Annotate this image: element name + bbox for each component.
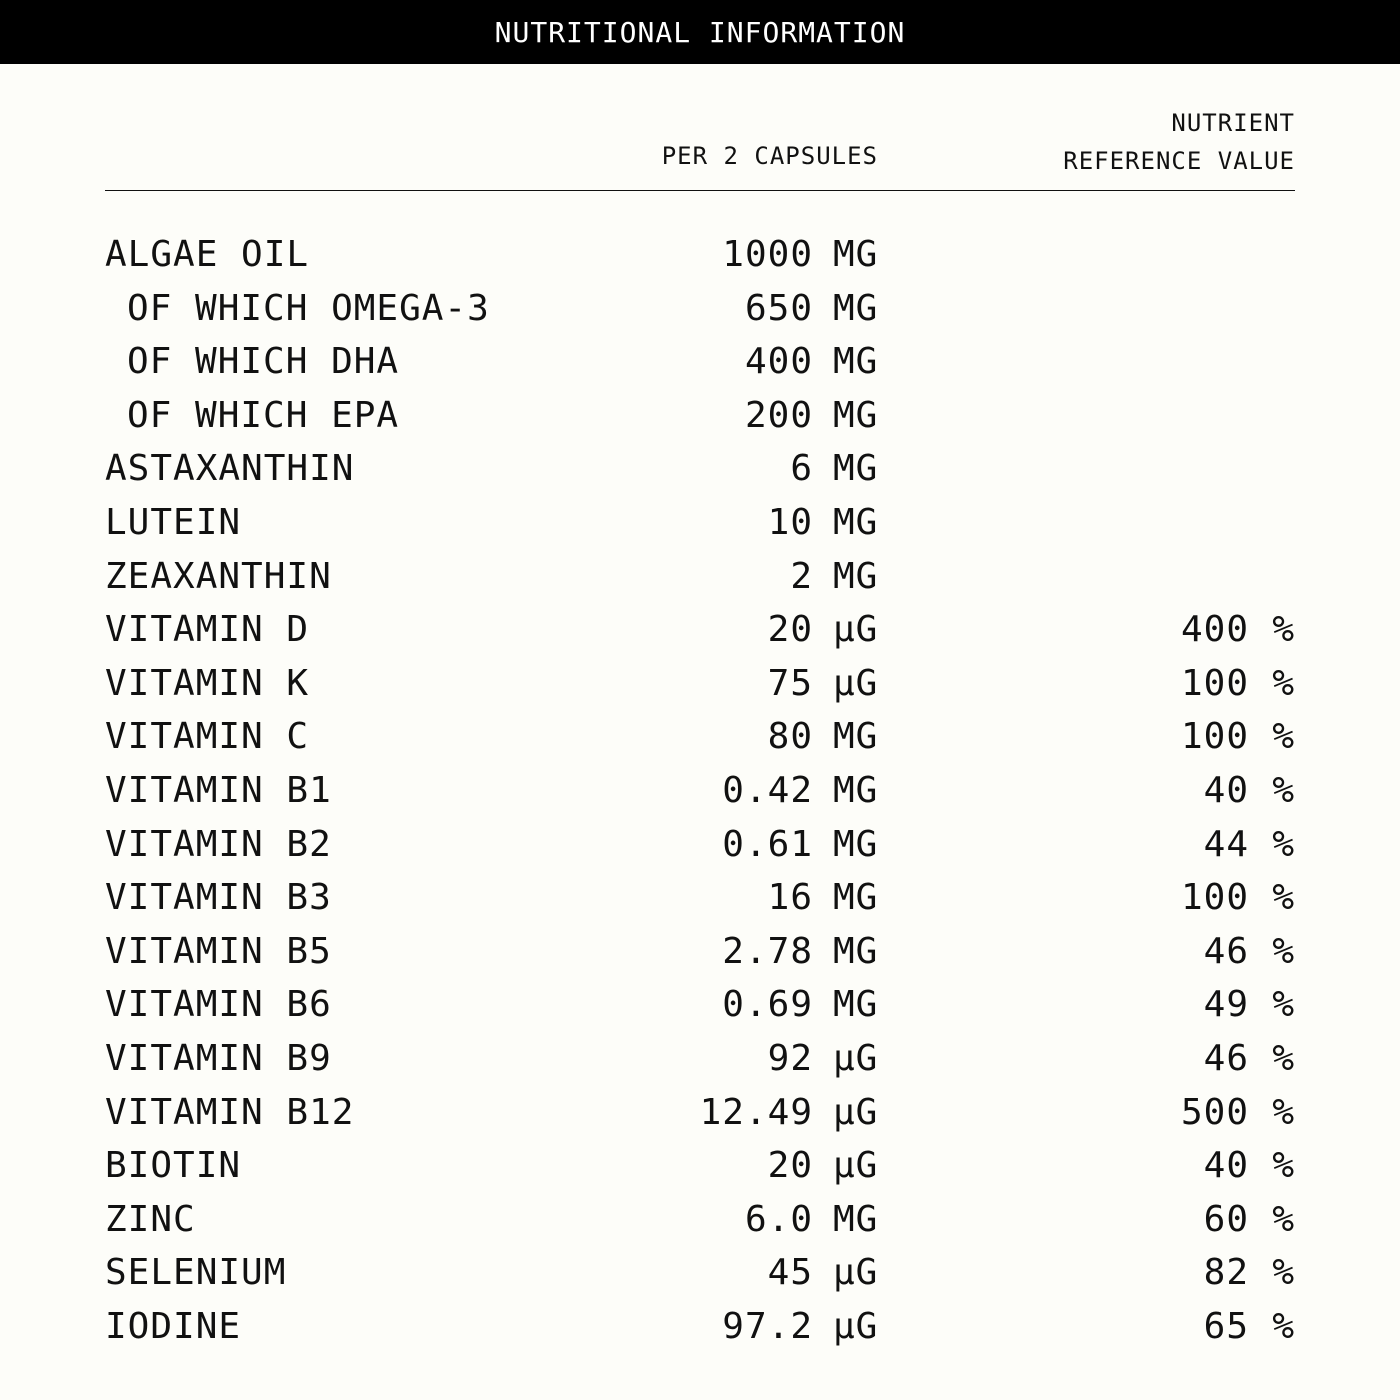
nutrient-unit: MG [833, 823, 879, 865]
nutrient-name: VITAMIN B12 [105, 1091, 355, 1133]
nutrient-amount: 200 [744, 394, 813, 436]
nutrient-name: VITAMIN B2 [105, 823, 332, 865]
table-row [105, 498, 1295, 552]
nutrient-name: OF WHICH OMEGA-3 [127, 287, 490, 329]
nutrient-name: IODINE [105, 1305, 242, 1347]
nrv-percent-sign: % [1272, 984, 1295, 1026]
nutrient-unit: MG [833, 1198, 879, 1240]
table-row [105, 1141, 1295, 1195]
table-row [105, 1195, 1295, 1249]
table-row [105, 337, 1295, 391]
table-row [105, 230, 1295, 284]
nutrient-name: ZEAXANTHIN [105, 555, 332, 597]
nutrient-unit: MG [833, 341, 879, 383]
table-row [105, 391, 1295, 445]
table-row [105, 1302, 1295, 1356]
nutrient-amount: 6.0 [744, 1198, 813, 1240]
nutrient-amount: 12.49 [699, 1091, 813, 1133]
nrv-percent-sign: % [1272, 769, 1295, 811]
nrv-value: 65 [1203, 1305, 1249, 1347]
nutrient-unit: µG [833, 1252, 879, 1294]
nrv-value: 500 [1180, 1091, 1249, 1133]
per-serving-header: PER 2 CAPSULES [661, 142, 878, 170]
nutrient-name: VITAMIN K [105, 662, 310, 704]
nutrient-name: ALGAE OIL [105, 234, 310, 275]
nutrient-unit: MG [833, 877, 879, 919]
nutrient-name: SELENIUM [105, 1252, 287, 1294]
nutrient-name: ZINC [105, 1198, 196, 1240]
nutrient-amount: 2 [790, 555, 813, 597]
page-title: NUTRITIONAL INFORMATION [494, 15, 906, 49]
nutrient-amount: 2.78 [722, 930, 813, 972]
nrv-value: 46 [1203, 930, 1249, 972]
nutrient-name: VITAMIN C [105, 716, 310, 758]
nutrient-name: OF WHICH DHA [127, 341, 400, 383]
nutrient-amount: 16 [767, 877, 813, 919]
nrv-percent-sign: % [1272, 609, 1295, 651]
table-row [105, 444, 1295, 498]
nrv-header-line1: NUTRIENT [1171, 109, 1295, 137]
nrv-value: 100 [1180, 716, 1249, 758]
table-row [105, 552, 1295, 606]
nutrient-amount: 400 [744, 341, 813, 383]
table-row [105, 1088, 1295, 1142]
table-row [105, 1248, 1295, 1302]
table-row [105, 766, 1295, 820]
table-row [105, 712, 1295, 766]
nutrient-amount: 20 [767, 609, 813, 651]
nrv-percent-sign: % [1272, 716, 1295, 758]
nutrient-unit: MG [833, 287, 879, 329]
nutrient-amount: 1000 [722, 234, 813, 275]
nutrient-unit: µG [833, 1091, 879, 1133]
nutrient-unit: MG [833, 394, 879, 436]
nrv-percent-sign: % [1272, 1037, 1295, 1079]
title-bar [0, 0, 1400, 64]
nrv-percent-sign: % [1272, 823, 1295, 865]
table-row [105, 820, 1295, 874]
nutrient-unit: MG [833, 555, 879, 597]
nutrient-unit: µG [833, 609, 879, 651]
nrv-value: 40 [1203, 1145, 1249, 1187]
nutrient-name: VITAMIN D [105, 609, 310, 651]
nrv-percent-sign: % [1272, 662, 1295, 704]
nrv-percent-sign: % [1272, 877, 1295, 919]
nrv-value: 82 [1203, 1252, 1249, 1294]
nutrient-name: VITAMIN B1 [105, 769, 332, 811]
table-row [105, 284, 1295, 338]
table-row [105, 1034, 1295, 1088]
nrv-value: 44 [1203, 823, 1249, 865]
nutrient-name: VITAMIN B3 [105, 877, 332, 919]
nutrient-amount: 650 [744, 287, 813, 329]
nrv-percent-sign: % [1272, 930, 1295, 972]
nutrient-unit: MG [833, 234, 879, 275]
nrv-value: 100 [1180, 877, 1249, 919]
table-row [105, 659, 1295, 713]
nrv-header [1063, 104, 1295, 180]
nutrient-amount: 80 [767, 716, 813, 758]
nutrient-unit: µG [833, 662, 879, 704]
nrv-value: 40 [1203, 769, 1249, 811]
table-row [105, 980, 1295, 1034]
nutrient-name: LUTEIN [105, 501, 242, 543]
nutrient-name: BIOTIN [105, 1145, 242, 1187]
nutrient-unit: µG [833, 1037, 879, 1079]
nrv-value: 60 [1203, 1198, 1249, 1240]
nrv-percent-sign: % [1272, 1091, 1295, 1133]
nrv-percent-sign: % [1272, 1252, 1295, 1294]
nrv-value: 46 [1203, 1037, 1249, 1079]
nutrient-unit: µG [833, 1145, 879, 1187]
nutrient-amount: 97.2 [722, 1305, 813, 1347]
nutrient-amount: 45 [767, 1252, 813, 1294]
table-row [105, 927, 1295, 981]
nutrient-name: ASTAXANTHIN [105, 448, 355, 490]
nutrient-unit: MG [833, 716, 879, 758]
nutrient-amount: 20 [767, 1145, 813, 1187]
nrv-header-line2: REFERENCE VALUE [1063, 147, 1295, 175]
nutrient-unit: MG [833, 501, 879, 543]
nutrient-unit: µG [833, 1305, 879, 1347]
nrv-percent-sign: % [1272, 1198, 1295, 1240]
table-row [105, 873, 1295, 927]
nutrient-amount: 0.61 [722, 823, 813, 865]
nutrient-amount: 92 [767, 1037, 813, 1079]
nutrient-name: VITAMIN B9 [105, 1037, 332, 1079]
nutrient-unit: MG [833, 448, 879, 490]
nrv-value: 49 [1203, 984, 1249, 1026]
nrv-percent-sign: % [1272, 1145, 1295, 1187]
nutrient-table [105, 230, 1295, 1355]
nrv-value: 400 [1180, 609, 1249, 651]
nutrient-amount: 0.69 [722, 984, 813, 1026]
nutrient-amount: 75 [767, 662, 813, 704]
table-header [105, 102, 1295, 191]
nrv-percent-sign: % [1272, 1305, 1295, 1347]
nutrient-name: VITAMIN B6 [105, 984, 332, 1026]
nutrient-unit: MG [833, 930, 879, 972]
nutrient-amount: 6 [790, 448, 813, 490]
nutrient-unit: MG [833, 769, 879, 811]
nutrient-name: VITAMIN B5 [105, 930, 332, 972]
nrv-value: 100 [1180, 662, 1249, 704]
nutrient-unit: MG [833, 984, 879, 1026]
table-row [105, 605, 1295, 659]
nutrient-amount: 10 [767, 501, 813, 543]
nutrient-amount: 0.42 [722, 769, 813, 811]
nutrient-name: OF WHICH EPA [127, 394, 400, 436]
